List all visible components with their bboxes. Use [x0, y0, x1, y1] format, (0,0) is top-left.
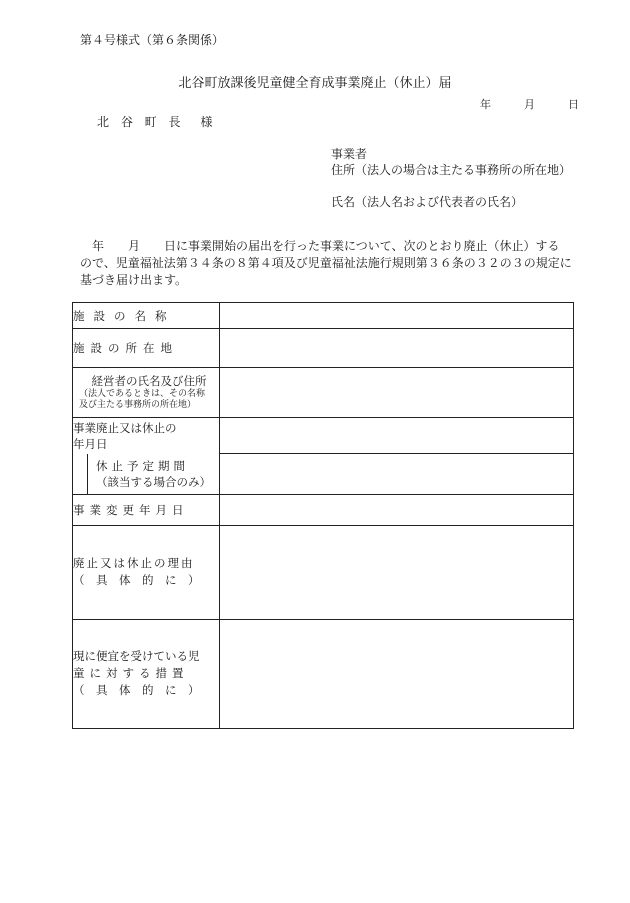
suspension-period-label-cell: [73, 454, 220, 495]
operator-info-note-1: （法人であるときは、その名称: [79, 389, 206, 399]
table-row: [73, 494, 574, 525]
closure-date-label-line-1: 事業廃止又は休止の: [73, 420, 177, 435]
facility-name-field[interactable]: [220, 303, 574, 329]
operator-label: 事業者: [331, 147, 368, 161]
body-line-1: 年 月 日に事業開始の届出を行った事業について、次のとおり廃止（休止）する: [80, 239, 560, 253]
body-line-3: 基づき届け出ます。: [80, 273, 188, 287]
table-row: [73, 303, 574, 329]
reason-label-line-1: 廃止又は休止の理由: [73, 556, 195, 570]
table-row: [73, 368, 574, 418]
reason-field[interactable]: [220, 525, 574, 619]
operator-info-field[interactable]: [220, 368, 574, 418]
measures-label-line-3: （ 具 体 的 に ）: [73, 683, 200, 697]
closure-date-label: [73, 418, 220, 454]
reason-label: [73, 525, 220, 619]
change-date-field[interactable]: [220, 494, 574, 525]
operator-info-note-2: 及び主たる事務所の所在地）: [79, 400, 197, 410]
date-day: 日: [568, 98, 579, 111]
table-row: [73, 454, 574, 495]
measures-field[interactable]: [220, 619, 574, 728]
body-line-2: ので、児童福祉法第３４条の８第４項及び児童福祉法施行規則第３６条の３２の３の規定に: [80, 256, 572, 270]
measures-label-line-1: 現に便宜を受けている児: [73, 649, 200, 663]
operator-info-title: 経営者の氏名及び住所: [91, 374, 207, 388]
suspension-period-note: （該当する場合のみ）: [96, 474, 211, 489]
table-row: [73, 619, 574, 728]
date-month: 月: [524, 98, 535, 111]
name-label: 氏名（法人名および代表者の氏名）: [331, 195, 524, 209]
date-year: 年: [480, 98, 491, 111]
addressee: 北 谷 町 長 様: [97, 115, 217, 129]
notification-form-table: [72, 302, 574, 729]
suspension-period-field[interactable]: [220, 454, 574, 495]
reason-label-line-2: （ 具 体 的 に ）: [73, 573, 200, 587]
form-number: 第４号様式（第６条関係）: [80, 33, 225, 47]
address-label: 住所（法人の場合は主たる事務所の所在地）: [331, 163, 572, 177]
closure-date-field[interactable]: [220, 418, 574, 454]
table-row: [73, 525, 574, 619]
table-row: [73, 329, 574, 368]
body-paragraph: [80, 238, 570, 289]
facility-location-label: 施設の所在地: [73, 329, 220, 368]
facility-name-label: 施設の名称: [73, 303, 220, 329]
suspension-period-title: 休止予定期間: [96, 458, 189, 473]
change-date-label: 事業変更年月日: [73, 494, 220, 525]
measures-label: [73, 619, 220, 728]
suspension-period-label: [87, 454, 219, 494]
closure-date-label-line-2: 年月日: [73, 436, 108, 451]
document-title: 北谷町放課後児童健全育成事業廃止（休止）届: [178, 76, 452, 91]
operator-info-label: [73, 368, 220, 418]
facility-location-field[interactable]: [220, 329, 574, 368]
table-row: [73, 418, 574, 454]
measures-label-line-2: 童に対する措置: [73, 666, 189, 680]
date-line: [480, 96, 579, 112]
